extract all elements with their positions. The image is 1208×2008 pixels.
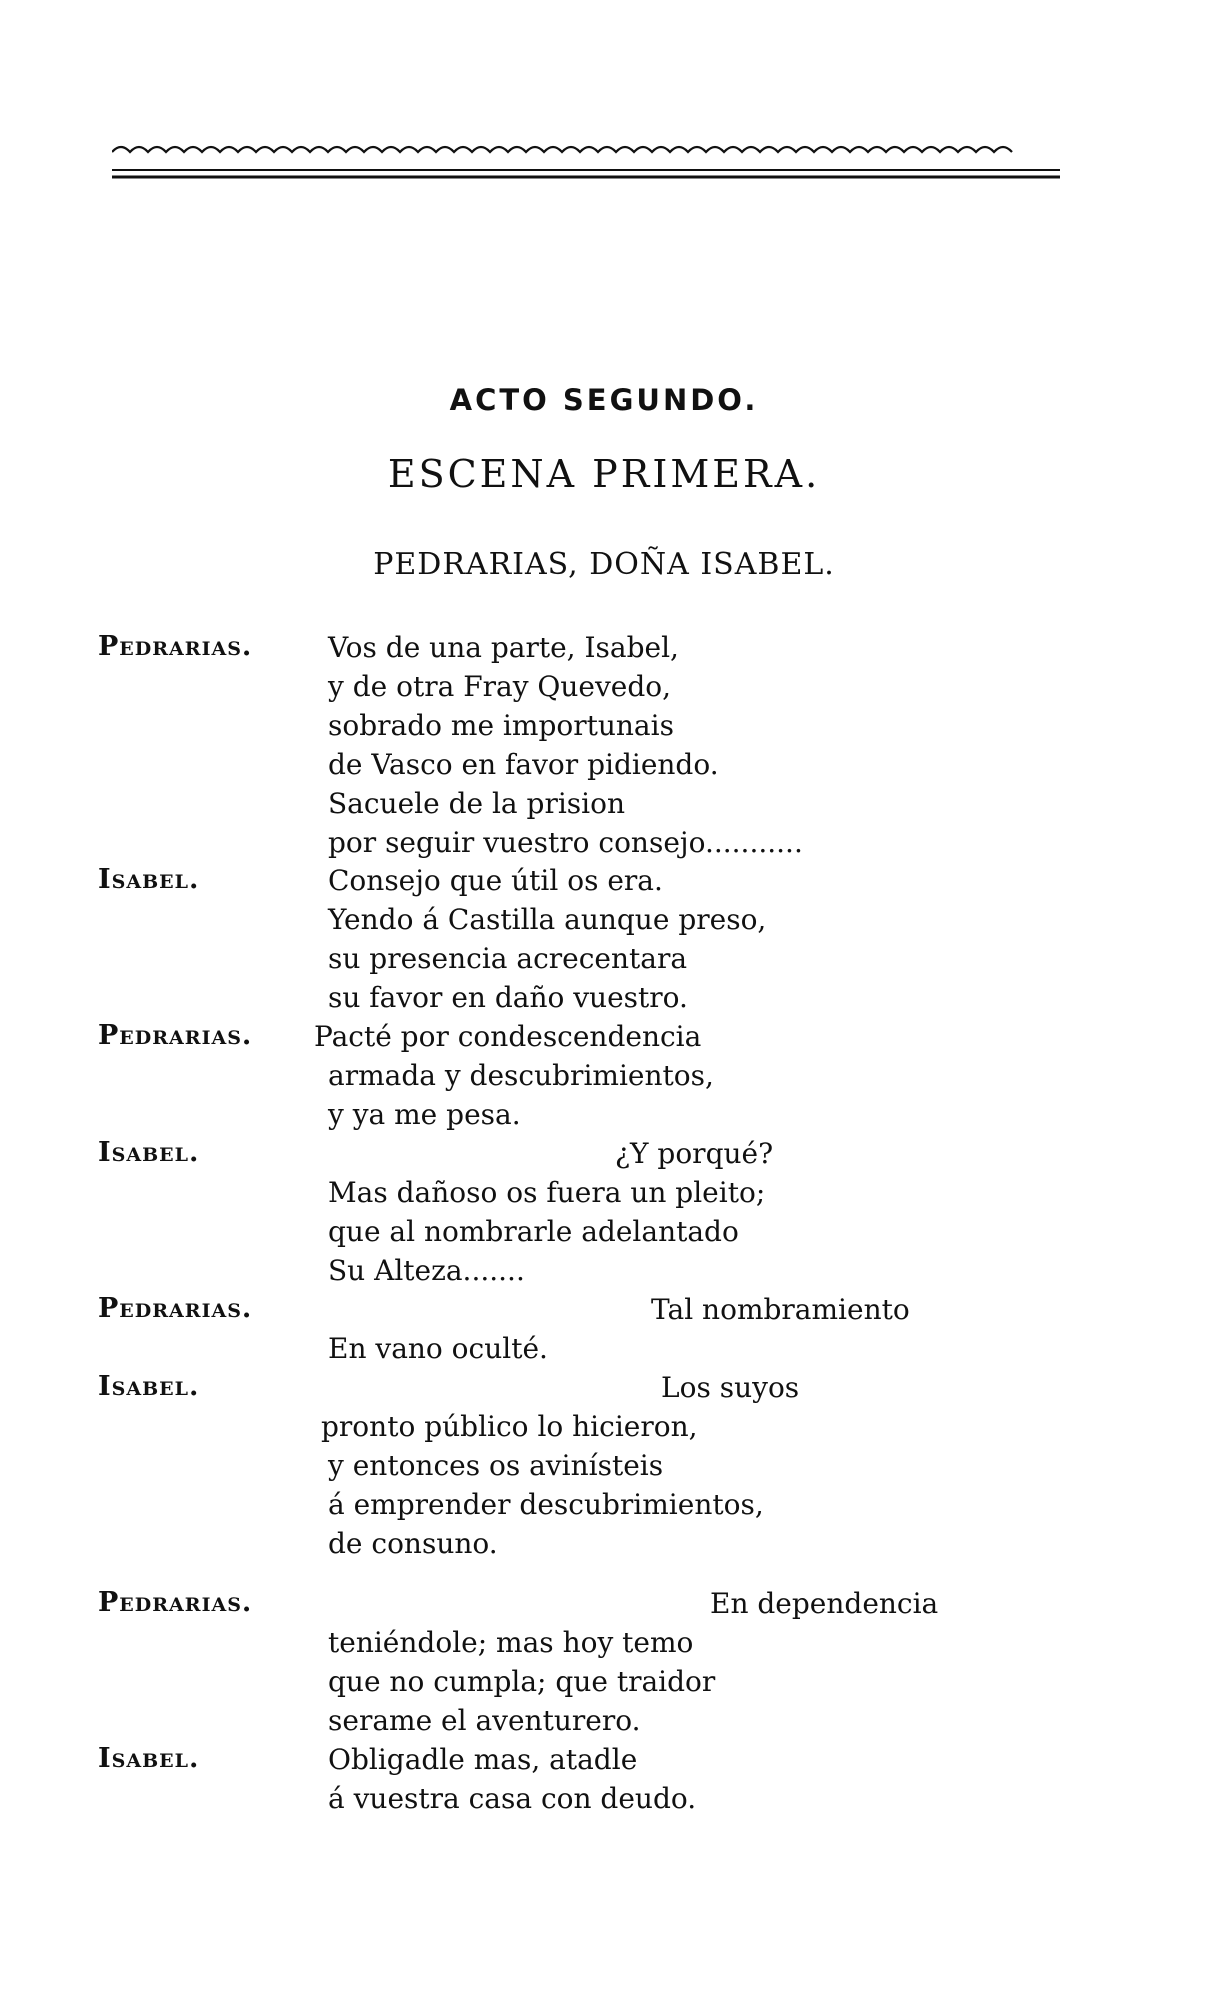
verse-line: y de otra Fray Quevedo, — [328, 670, 672, 703]
verse-line: á emprender descubrimientos, — [328, 1488, 764, 1521]
header-ornament — [112, 138, 1060, 188]
speaker-name: Pedrarias. — [98, 1020, 253, 1051]
verse-line: Su Alteza....... — [328, 1254, 525, 1287]
scene-characters: PEDRARIAS, DOÑA ISABEL. — [373, 547, 835, 582]
speaker-name: Isabel. — [98, 1137, 200, 1168]
verse-line: y entonces os avinísteis — [328, 1449, 664, 1482]
verse-line: Yendo á Castilla aunque preso, — [328, 903, 767, 936]
verse-line: su favor en daño vuestro. — [328, 981, 688, 1014]
speaker-name: Isabel. — [98, 864, 200, 895]
verse-line: Sacuele de la prision — [328, 787, 626, 820]
speaker-name: Pedrarias. — [98, 1587, 253, 1618]
verse-line: En dependencia — [710, 1587, 939, 1620]
scene-title: ESCENA PRIMERA. — [387, 452, 821, 496]
verse-line: á vuestra casa con deudo. — [328, 1782, 697, 1815]
verse-line: sobrado me importunais — [328, 709, 674, 742]
verse-line: Los suyos — [661, 1371, 800, 1404]
verse-line: y ya me pesa. — [328, 1098, 521, 1131]
verse-line: Obligadle mas, atadle — [328, 1743, 638, 1776]
verse-line: Pacté por condescendencia — [314, 1020, 702, 1053]
speaker-name: Isabel. — [98, 1371, 200, 1402]
verse-line: armada y descubrimientos, — [328, 1059, 714, 1092]
verse-line: que no cumpla; que traidor — [328, 1665, 716, 1698]
verse-line: Vos de una parte, Isabel, — [328, 631, 679, 664]
verse-line: pronto público lo hicieron, — [321, 1410, 698, 1443]
verse-line: serame el aventurero. — [328, 1704, 641, 1737]
speaker-name: Pedrarias. — [98, 631, 253, 662]
speaker-name: Isabel. — [98, 1743, 200, 1774]
verse-line: Mas dañoso os fuera un pleito; — [328, 1176, 766, 1209]
verse-line: teniéndole; mas hoy temo — [328, 1626, 694, 1659]
speaker-name: Pedrarias. — [98, 1293, 253, 1324]
verse-line: Tal nombramiento — [651, 1293, 910, 1326]
verse-line: por seguir vuestro consejo........... — [328, 826, 803, 859]
verse-line: de Vasco en favor pidiendo. — [328, 748, 719, 781]
verse-line: En vano oculté. — [328, 1332, 548, 1365]
verse-line: ¿Y porqué? — [615, 1137, 774, 1170]
verse-line: su presencia acrecentara — [328, 942, 688, 975]
verse-line: de consuno. — [328, 1527, 498, 1560]
act-title: ACTO SEGUNDO. — [449, 383, 759, 417]
verse-line: Consejo que útil os era. — [328, 864, 663, 897]
verse-line: que al nombrarle adelantado — [328, 1215, 739, 1248]
